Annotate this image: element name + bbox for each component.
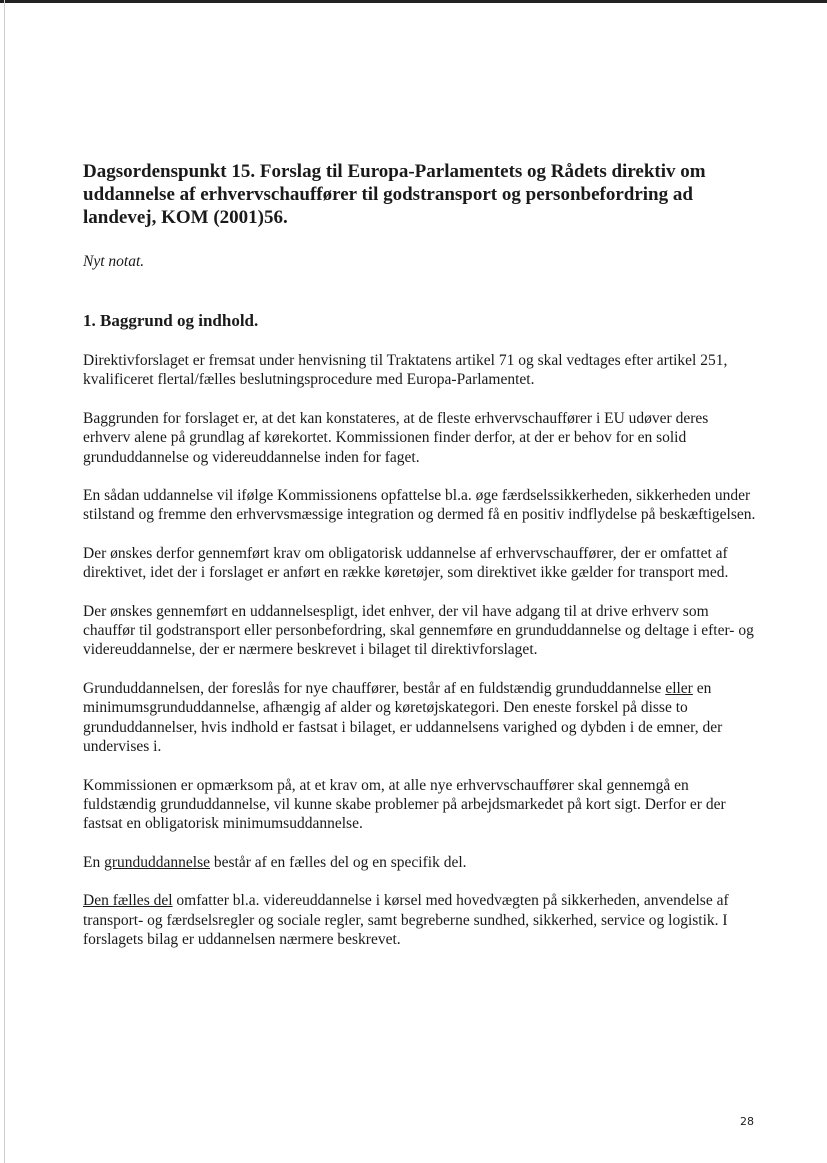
document-subtitle: Nyt notat. [83, 253, 145, 270]
paragraph-5: Der ønskes gennemført en uddannelsespligt, idet enhver, der vil have adgang til at drive erhverv som chauffør til godstransport eller personbefordring, skal gennemføre en grunduddannelse og deltage i efter- og videreuddannelse, der er nærmere beskrevet i bilaget til direktivforslaget. [83, 602, 754, 659]
paragraph-6-underlined: eller [665, 679, 693, 697]
paragraph-3: En sådan uddannelse vil ifølge Kommissionens opfattelse bl.a. øge færdselssikkerheden, sikkerheden under stilstand og fremme den erhvervsmæssige integration og dermed få en positiv indflydelse på beskæftigelsen. [83, 487, 756, 524]
paragraph-6 [83, 679, 759, 757]
paragraph-4: Der ønskes derfor gennemført krav om obligatorisk uddannelse af erhvervschauffører, der er omfattet af direktivet, idet der i forslaget er anført en række køretøjer, som direktivet ikke gælder for transport med. [83, 544, 729, 582]
paragraph-8-text-before: En [83, 853, 105, 871]
top-border-rule [0, 0, 827, 3]
paragraph-7: Kommissionen er opmærksom på, at et krav om, at alle nye erhvervschauffører skal gennemgå en fuldstændig grunduddannelse, vil kunne skabe problemer på arbejdsmarkedet på kort sigt. Derfor er der fastsat en obligatorisk minimumsuddannelse. [83, 776, 726, 833]
paragraph-8-text-after: består af en fælles del og en specifik del. [209, 853, 467, 871]
scan-left-edge [4, 0, 5, 1163]
paragraph-9-text-after: omfatter bl.a. videreuddannelse i kørsel med hovedvægten på sikkerheden, anvendelse af transport- og færdselsregler og sociale regler, samt begreberne sundhed, sikkerhed, service og logistik. I forslagets bilag er uddannelsen nærmere beskrevet. [83, 892, 729, 948]
paragraph-9-underlined: Den fælles del [83, 892, 173, 910]
paragraph-8 [83, 853, 759, 872]
paragraph-6-text-before: Grunduddannelsen, der foreslås for nye chauffører, består af en fuldstændig grunduddannelse [83, 679, 666, 697]
paragraph-8-underlined: grunduddannelse [104, 853, 210, 871]
page-number: 28 [740, 1115, 754, 1128]
document-body [83, 160, 759, 968]
paragraph-6-text-after: en minimumsgrunduddannelse, afhængig af alder og køretøjskategori. Den eneste forskel på disse to grunduddannelser, hvis indhold er fastsat i bilaget, er uddannelsens varighed og dybden i de emner, der undervises i. [83, 679, 723, 756]
paragraph-1: Direktivforslaget er fremsat under henvisning til Traktatens artikel 71 og skal vedtages efter artikel 251, kvalificeret flertal/fælles beslutningsprocedure med Europa-Parlamentet. [83, 352, 728, 389]
document-title: Dagsordenspunkt 15. Forslag til Europa-Parlamentets og Rådets direktiv om uddannelse af erhvervschauffører til godstransport og personbefordring ad landevej, KOM (2001)56. [83, 161, 706, 228]
paragraph-9 [83, 891, 759, 949]
paragraph-2: Baggrunden for forslaget er, at det kan konstateres, at de fleste erhvervschauffører i EU udøver deres erhverv alene på grundlag af kørekortet. Kommissionen finder derfor, at der er behov for en solid grunduddannelse og videreuddannelse inden for faget. [83, 409, 709, 466]
section-heading: 1. Baggrund og indhold. [83, 311, 259, 330]
